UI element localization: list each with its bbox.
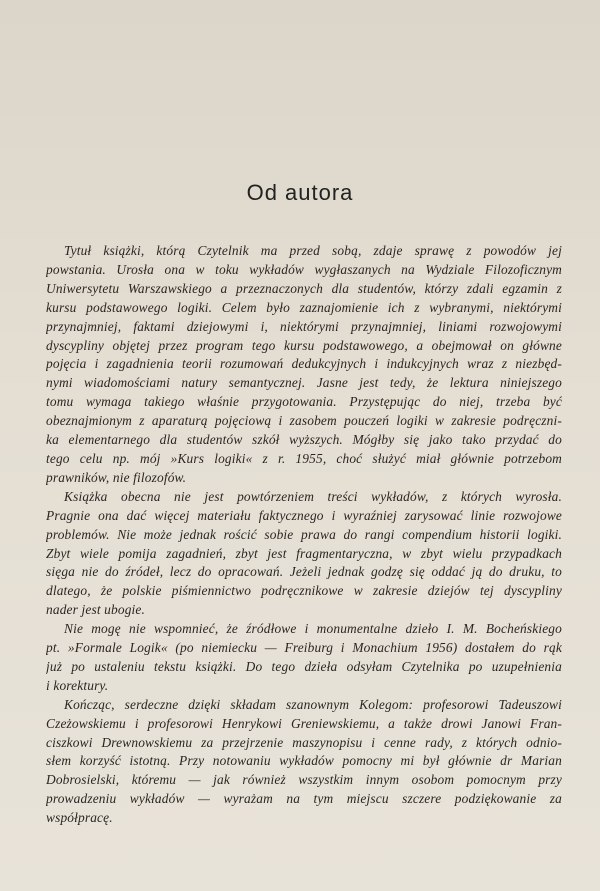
paragraph xyxy=(46,620,562,696)
text-line: dyscypliny objętej przez program tego kursu podstawowego, a obejmował on główne xyxy=(46,337,562,353)
text-line: Zbyt wiele pomija zagadnień, zbyt jest fragmentaryczna, w zbyt wielu przypadkach xyxy=(46,545,562,561)
text-line: prawników, nie filozofów. xyxy=(46,469,187,485)
text-line: przynajmniej, faktami dziejowymi i, niektórymi przynajmniej, liniami rozwojowymi xyxy=(46,318,562,334)
text-line: powstania. Urosła ona w toku wykładów wygłaszanych na Wydziale Filozoficznym xyxy=(46,261,562,277)
paragraph xyxy=(46,242,562,488)
text-line: dlatego, że polskie piśmiennictwo podręcznikowe w zakresie dziejów tej dyscypliny xyxy=(46,583,562,599)
text-line: tego celu np. mój »Kurs logiki« z r. 1955, choć służyć miał głównie potrzebom xyxy=(46,450,562,466)
text-line: Tytuł książki, którą Czytelnik ma przed sobą, zdaje sprawę z powodów jej xyxy=(64,243,562,258)
text-line: już po ustaleniu tekstu książki. Do tego dzieła odsyłam Czytelnika po uzupełnienia xyxy=(46,658,562,674)
text-line: współpracę. xyxy=(46,810,113,826)
page-heading: Od autora xyxy=(246,180,354,205)
text-line: pojęcia i zagadnienia teorii rozumowań dedukcyjnych i indukcyjnych wraz z niezbęd- xyxy=(46,356,562,372)
text-line: kursu podstawowego logiki. Celem było zaznajomienie ich z wybranymi, niektórymi xyxy=(46,299,562,315)
show-through-text-upper xyxy=(140,150,520,172)
text-line: Czeżowskiemu i profesorowi Henrykowi Greniewskiemu, a także drowi Janowi Fran- xyxy=(46,715,562,731)
text-line: nymi wiadomościami natury semantycznej. Jasne jest tedy, że lektura niniejszego xyxy=(46,375,562,391)
text-line: Nie mogę nie wspomnieć, że źródłowe i monumentalne dzieło I. M. Bocheńskiego xyxy=(64,621,562,637)
text-line: i korektury. xyxy=(46,677,109,693)
text-line: sięga nie do źródeł, lecz do opracowań. Jeżeli jednak godzę się oddać ją do druku, to xyxy=(46,564,562,580)
text-line: nader jest ubogie. xyxy=(46,602,146,618)
text-line: słem korzyść istotną. Przy notowaniu wykładów pomocny mi był głównie dr Marian xyxy=(46,753,562,769)
text-line: problemów. Nie może jednak rościć sobie prawa do rangi compendium historii logiki. xyxy=(46,526,562,542)
text-line: ciszkowi Drewnowskiemu za przejrzenie maszynopisu i cenne rady, z których odnio- xyxy=(46,734,562,750)
text-line: Pragnie ona dać więcej materiału faktycznego i wyraźniej zarysować linie rozwojowe xyxy=(46,507,562,523)
paragraph xyxy=(46,488,562,620)
text-line: Dobrosielski, któremu — jak również wszystkim innym osobom pomocnym przy xyxy=(46,772,562,788)
foreword-body xyxy=(46,242,562,828)
text-line: prowadzeniu wykładów — wyrażam na tym miejscu szczere podziękowanie za xyxy=(46,791,562,807)
text-line: obeznajmionym z aparaturą pojęciową i zasobem pouczeń logiki w zakresie podręczni- xyxy=(46,413,562,429)
text-line: Książka obecna nie jest powtórzeniem treści wykładów, z których wyrosła. xyxy=(64,488,562,504)
text-line: tomu wymaga takiego właśnie przygotowania. Przystępując do niej, trzeba być xyxy=(46,394,562,410)
text-line: Kończąc, serdeczne dzięki składam szanownym Kolegom: profesorowi Tadeuszowi xyxy=(64,696,562,712)
text-line: ka elementarnego dla studentów szkół wyższych. Mógłby się jako tako przydać do xyxy=(46,432,562,448)
text-line: pt. »Formale Logik« (po niemiecku — Freiburg i Monachium 1956) dostałem do rąk xyxy=(46,640,562,656)
paragraph xyxy=(46,696,562,828)
text-line: Uniwersytetu Warszawskiego a przeznaczonych dla studentów, którzy zdali egzamin z xyxy=(46,280,562,296)
